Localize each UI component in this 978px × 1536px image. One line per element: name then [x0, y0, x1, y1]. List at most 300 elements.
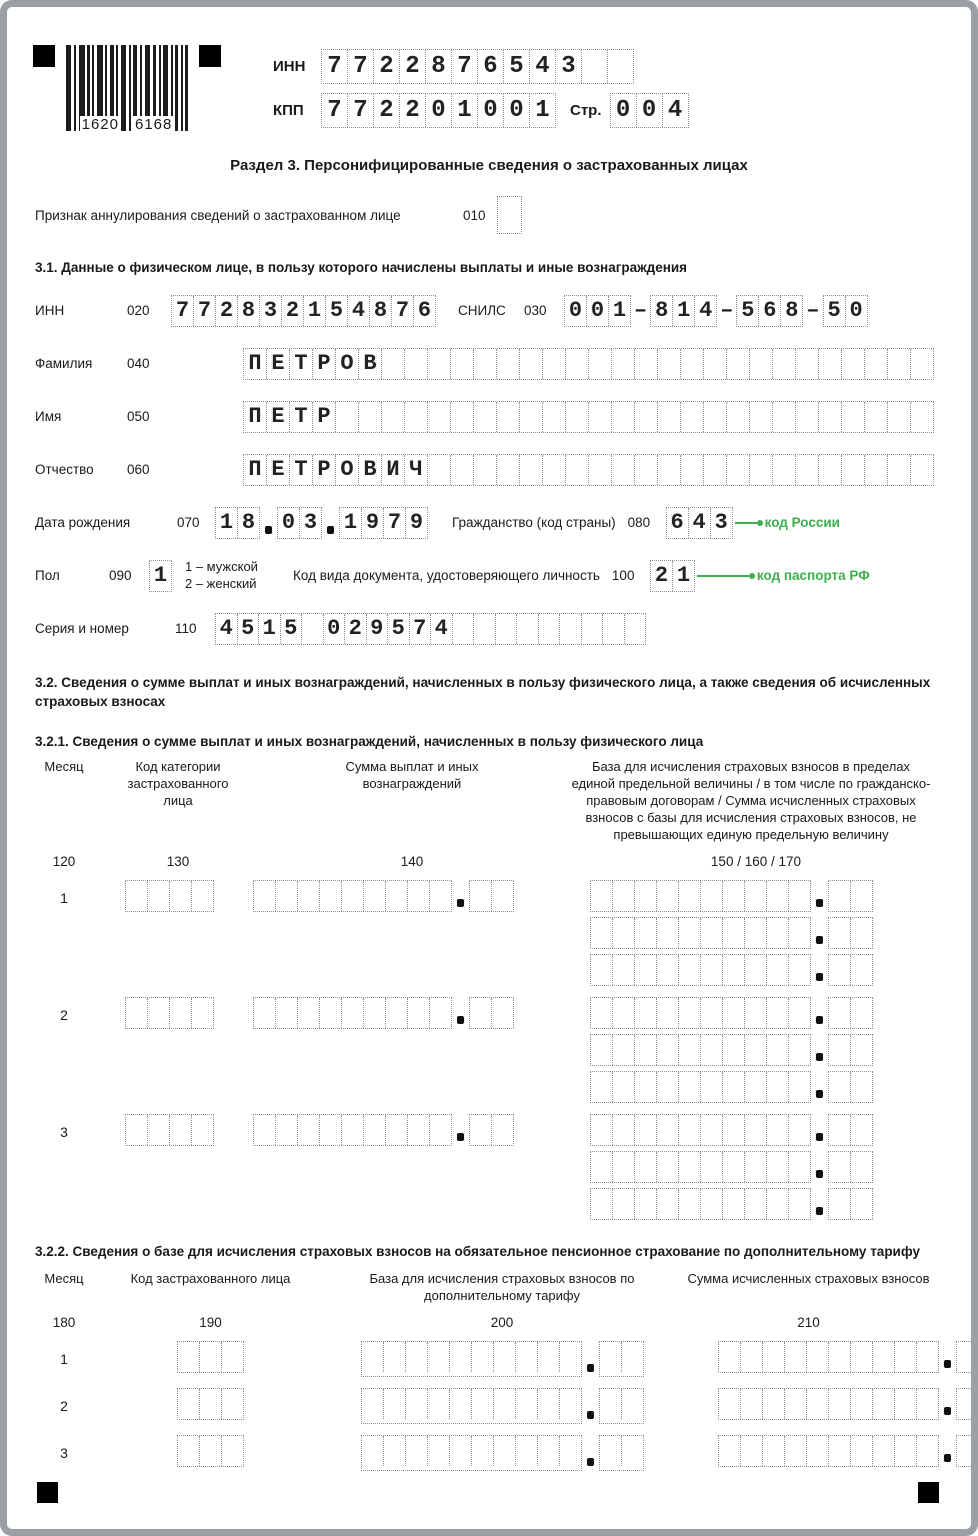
form-cell	[453, 614, 475, 644]
birth-month-cellbox	[277, 507, 322, 539]
form-cell	[612, 402, 635, 432]
form-cell	[723, 1115, 745, 1145]
form-cell	[539, 614, 561, 644]
birthdate-code: 070	[177, 515, 200, 531]
form-cell: 8	[370, 296, 392, 326]
payment-sum-box-rubles	[253, 997, 452, 1029]
decimal-separator	[457, 899, 464, 907]
form-cell	[745, 998, 767, 1028]
firstname-code: 050	[127, 409, 150, 425]
form-cell	[873, 1436, 895, 1466]
snils-g2-cellbox	[650, 295, 717, 327]
form-cell	[591, 955, 613, 985]
decimal-separator	[816, 973, 823, 981]
form-cell: 9	[367, 614, 389, 644]
page-number-cellbox	[610, 93, 689, 128]
form-cell	[745, 1072, 767, 1102]
form-cell	[679, 955, 701, 985]
addtariff-base-box-rubles	[361, 1388, 582, 1424]
form-cell	[789, 955, 810, 985]
decimal-separator	[457, 1016, 464, 1024]
inn-snils-row	[35, 291, 971, 331]
addtariff-sum-box	[718, 1341, 978, 1373]
addtariff-month-row-3	[25, 1435, 931, 1471]
form-cell: Р	[313, 349, 336, 379]
form-cell: 4	[530, 50, 556, 83]
decimal-separator	[944, 1454, 951, 1462]
form-cell	[657, 998, 679, 1028]
inn020-cellbox	[171, 295, 436, 327]
form-cell	[635, 402, 658, 432]
form-cell	[681, 455, 704, 485]
form-cell	[560, 1436, 581, 1466]
addtariff-month-row-1	[25, 1341, 931, 1377]
kpp-row	[273, 93, 689, 128]
form-cell	[148, 881, 170, 911]
form-cell	[408, 1115, 430, 1145]
s321-col-month: Месяц	[44, 759, 84, 775]
form-cell	[767, 1189, 789, 1219]
form-cell	[723, 955, 745, 985]
form-cell	[635, 1115, 657, 1145]
form-cell	[657, 918, 679, 948]
form-cell	[451, 455, 474, 485]
form-cell	[178, 1389, 200, 1419]
gender-legend	[185, 559, 293, 592]
base-sum-box	[590, 1034, 873, 1066]
gender-label: Пол	[35, 568, 60, 584]
month-number: 3	[60, 1123, 68, 1140]
form-cell	[658, 455, 681, 485]
payment-sum-cell	[253, 997, 571, 1103]
form-cell	[679, 1072, 701, 1102]
base-sum-box-rubles	[590, 1151, 811, 1183]
form-cell	[701, 1152, 723, 1182]
form-cell	[591, 1035, 613, 1065]
form-cell	[178, 1436, 200, 1466]
base-sum-box-kopeks	[828, 997, 873, 1029]
base-sum-box	[590, 1188, 873, 1220]
base-sum-box	[590, 1151, 873, 1183]
gender-doc-row	[35, 556, 971, 596]
series-label: Серия и номер	[35, 621, 129, 637]
form-cell	[789, 881, 810, 911]
form-cell	[842, 402, 865, 432]
form-cell	[789, 1035, 810, 1065]
form-cell	[520, 402, 543, 432]
payment-sum-box	[253, 1114, 514, 1146]
form-cell: Е	[267, 402, 290, 432]
form-cell	[450, 1389, 472, 1419]
form-cell	[679, 1115, 701, 1145]
form-cell	[679, 881, 701, 911]
form-cell	[789, 1115, 810, 1145]
form-cell	[657, 1035, 679, 1065]
form-cell	[494, 1342, 516, 1372]
form-cell	[635, 349, 658, 379]
form-cell	[701, 955, 723, 985]
patronymic-cellbox	[243, 454, 934, 486]
base-sum-box-rubles	[590, 997, 811, 1029]
base-sum-box-rubles	[590, 954, 811, 986]
form-cell	[126, 1115, 148, 1145]
form-cell: 1	[612, 298, 627, 324]
form-cell	[741, 1389, 763, 1419]
form-cell	[873, 1342, 895, 1372]
form-cell	[789, 1152, 810, 1182]
form-cell	[851, 998, 872, 1028]
form-cell	[600, 1342, 622, 1372]
form-cell: Е	[267, 349, 290, 379]
form-cell	[657, 1152, 679, 1182]
form-cell: 3	[556, 50, 582, 83]
form-cell	[957, 1342, 978, 1372]
form-cell	[851, 1342, 873, 1372]
form-cell	[543, 455, 566, 485]
form-cell: 7	[194, 296, 216, 326]
form-cell	[450, 1342, 472, 1372]
kpp-cellbox	[321, 93, 556, 128]
form-cell	[767, 1115, 789, 1145]
form-cell	[613, 955, 635, 985]
form-cell: 1	[535, 97, 550, 124]
form-cell	[745, 918, 767, 948]
form-cell	[582, 50, 608, 83]
form-cell	[911, 349, 933, 379]
snils-g4-cellbox	[823, 295, 868, 327]
base-sum-box-rubles	[590, 1034, 811, 1066]
form-cell	[635, 1189, 657, 1219]
form-cell: 0	[849, 298, 863, 324]
form-cell	[851, 1189, 872, 1219]
form-cell: 0	[324, 614, 346, 644]
month-number: 2	[60, 1398, 68, 1415]
form-cell	[679, 1152, 701, 1182]
decimal-separator	[587, 1364, 594, 1372]
form-cell	[767, 998, 789, 1028]
form-cell	[613, 1035, 635, 1065]
snils-dash: –	[806, 298, 820, 324]
form-cell	[613, 1115, 635, 1145]
form-cell	[829, 881, 851, 911]
form-cell	[170, 1115, 192, 1145]
base-sum-box-kopeks	[828, 917, 873, 949]
form-cell	[520, 455, 543, 485]
form-cell	[829, 1389, 851, 1419]
form-cell	[773, 455, 796, 485]
gender-cellbox	[149, 560, 172, 592]
barcode-digits	[80, 116, 175, 133]
kpp-label: КПП	[273, 102, 304, 119]
category-code-box	[125, 880, 214, 912]
s321-code-140: 140	[400, 853, 424, 869]
base-sum-box-kopeks	[828, 954, 873, 986]
form-cell: 7	[392, 296, 414, 326]
snils-dash: –	[720, 298, 734, 324]
form-cell: 0	[426, 94, 452, 127]
base-sum-box-rubles	[590, 1188, 811, 1220]
decimal-separator	[816, 1170, 823, 1178]
form-cell	[538, 1389, 560, 1419]
addtariff-base-box-kopeks	[599, 1388, 644, 1424]
payment-sum-box-rubles	[253, 880, 452, 912]
form-cell: 4	[216, 614, 238, 644]
form-cell	[591, 881, 613, 911]
form-cell	[613, 881, 635, 911]
form-cell: 7	[348, 94, 374, 127]
form-cell: 0	[478, 94, 504, 127]
form-cell	[895, 1436, 917, 1466]
snils-g1-cellbox	[564, 295, 631, 327]
snils-label: СНИЛС	[458, 303, 506, 319]
form-cell: 7	[410, 614, 432, 644]
form-cell: П	[244, 349, 267, 379]
addtariff-base-box	[361, 1388, 644, 1424]
form-cell: 5	[281, 614, 303, 644]
form-cell: 2	[651, 561, 673, 591]
form-cell	[807, 1389, 829, 1419]
s322-code-190: 190	[199, 1315, 222, 1331]
form-cell	[342, 1115, 364, 1145]
addtariff-sum-cell	[718, 1341, 978, 1377]
form-cell	[200, 1342, 222, 1372]
form-cell	[320, 1115, 342, 1145]
decimal-separator	[816, 1053, 823, 1061]
payment-sum-box	[253, 997, 514, 1029]
form-cell	[851, 1389, 873, 1419]
s322-rows	[25, 1341, 931, 1471]
form-cell	[222, 1342, 243, 1372]
form-cell	[851, 1436, 873, 1466]
form-cell: 5	[388, 614, 410, 644]
form-cell	[222, 1389, 243, 1419]
form-cell	[470, 998, 492, 1028]
form-cell	[384, 1389, 406, 1419]
form-cell: 1	[304, 296, 326, 326]
gender-legend-female: 2 – женский	[185, 575, 257, 591]
form-cell	[359, 402, 382, 432]
form-cell	[773, 402, 796, 432]
insured-code-box	[177, 1388, 244, 1420]
form-cell	[543, 349, 566, 379]
form-cell	[679, 998, 701, 1028]
form-cell	[608, 50, 633, 83]
form-cell: 3	[260, 296, 282, 326]
form-cell	[658, 402, 681, 432]
form-cell	[382, 402, 405, 432]
form-cell	[750, 455, 773, 485]
form-cell	[560, 1389, 581, 1419]
addtariff-sum-box-kopeks	[956, 1435, 978, 1467]
s322-col-sum: Сумма исчисленных страховых взносов	[687, 1271, 930, 1287]
form-cell	[829, 1115, 851, 1145]
form-cell	[406, 1342, 428, 1372]
s322-code-210: 210	[797, 1315, 820, 1331]
form-cell	[200, 1436, 222, 1466]
snils-g3-cellbox	[736, 295, 803, 327]
form-cell: 2	[400, 50, 426, 83]
form-cell	[829, 998, 851, 1028]
s322-col-month: Месяц	[44, 1271, 84, 1287]
gender-code: 090	[109, 568, 132, 584]
decimal-separator	[587, 1411, 594, 1419]
citizenship-label: Гражданство (код страны)	[452, 515, 616, 531]
green-dot-icon	[749, 573, 755, 579]
s321-col-category: Код категории застрахованного лица	[127, 759, 229, 809]
form-cell	[723, 1152, 745, 1182]
form-cell: 1	[673, 296, 695, 326]
birth-day-cellbox	[215, 507, 260, 539]
form-cell: 5	[504, 50, 530, 83]
form-cell: 5	[737, 296, 759, 326]
form-cell: 1	[340, 508, 362, 538]
category-code-cell	[125, 1114, 253, 1220]
form-cell	[745, 1189, 767, 1219]
form-cell: 3	[303, 510, 318, 536]
form-cell: 5	[238, 614, 260, 644]
doc-label: Код вида документа, удостоверяющего личность	[293, 568, 600, 584]
inn-cellbox	[321, 49, 634, 84]
form-cell	[622, 1436, 643, 1466]
form-cell	[538, 1436, 560, 1466]
category-code-cell	[125, 997, 253, 1103]
form-cell	[657, 1189, 679, 1219]
form-cell	[635, 1152, 657, 1182]
form-cell	[276, 1115, 298, 1145]
form-cell	[384, 1436, 406, 1466]
base-sums-stack	[590, 880, 873, 986]
decimal-separator	[816, 899, 823, 907]
payment-sum-box	[253, 880, 514, 912]
form-cell	[701, 918, 723, 948]
form-cell	[170, 998, 192, 1028]
base-sum-box	[590, 1071, 873, 1103]
form-cell	[516, 1436, 538, 1466]
form-cell	[917, 1436, 938, 1466]
form-cell	[474, 614, 496, 644]
form-cell	[727, 402, 750, 432]
form-cell	[829, 1035, 851, 1065]
addtariff-month-row-2	[25, 1388, 931, 1424]
form-cell	[566, 455, 589, 485]
form-cell: Т	[290, 349, 313, 379]
form-cell	[298, 881, 320, 911]
form-cell	[829, 955, 851, 985]
form-cell	[560, 1342, 581, 1372]
form-cell	[741, 1342, 763, 1372]
lastname-row	[35, 344, 971, 384]
form-cell	[917, 1389, 938, 1419]
form-cell: 7	[452, 50, 478, 83]
s321-codes-150-160-170: 150 / 160 / 170	[710, 853, 801, 869]
form-cell: 4	[431, 614, 453, 644]
form-cell	[723, 881, 745, 911]
form-cell	[386, 1115, 408, 1145]
form-cell	[911, 402, 933, 432]
form-cell: 8	[651, 296, 673, 326]
form-cell: О	[336, 349, 359, 379]
form-cell	[719, 1342, 741, 1372]
form-cell	[276, 881, 298, 911]
form-cell	[727, 455, 750, 485]
addtariff-sum-cell	[718, 1435, 978, 1471]
addtariff-sum-box-kopeks	[956, 1341, 978, 1373]
form-cell	[430, 998, 451, 1028]
form-cell	[865, 402, 888, 432]
form-cell	[701, 881, 723, 911]
patronymic-code: 060	[127, 462, 150, 478]
addtariff-sum-box	[718, 1388, 978, 1420]
form-cell	[451, 402, 474, 432]
base-sum-box-rubles	[590, 1071, 811, 1103]
form-cell	[957, 1389, 978, 1419]
form-cell	[430, 1115, 451, 1145]
form-cell	[613, 1152, 635, 1182]
form-cell: 6	[667, 508, 689, 538]
base-sum-box-rubles	[590, 1114, 811, 1146]
addtariff-base-box	[361, 1341, 644, 1377]
form-cell	[701, 998, 723, 1028]
form-cell	[408, 998, 430, 1028]
category-code-cell	[125, 880, 253, 986]
base-sum-box-kopeks	[828, 1188, 873, 1220]
decimal-separator	[816, 1090, 823, 1098]
form-cell	[851, 1072, 872, 1102]
form-cell: 1	[216, 508, 238, 538]
form-cell	[382, 349, 405, 379]
form-cell: Е	[267, 455, 290, 485]
form-cell	[807, 1436, 829, 1466]
form-cell	[613, 1072, 635, 1102]
form-cell: 1	[153, 563, 168, 589]
form-cell: 7	[322, 94, 348, 127]
base-sum-box-kopeks	[828, 1114, 873, 1146]
form-cell	[796, 455, 819, 485]
anchor-square-top-right	[199, 45, 221, 67]
base-sum-box	[590, 880, 873, 912]
form-cell	[807, 1342, 829, 1372]
form-cell	[428, 402, 451, 432]
form-cell	[192, 998, 213, 1028]
anchor-square-bottom-left	[37, 1482, 58, 1503]
payment-sum-box-kopeks	[469, 1114, 514, 1146]
form-cell: 0	[565, 296, 587, 326]
form-cell	[785, 1342, 807, 1372]
s321-code-120: 120	[52, 853, 76, 869]
form-cell	[704, 402, 727, 432]
form-cell	[320, 881, 342, 911]
form-cell: 2	[374, 94, 400, 127]
form-cell: 2	[345, 614, 367, 644]
form-cell	[785, 1389, 807, 1419]
form-cell	[657, 955, 679, 985]
form-cell	[591, 1152, 613, 1182]
series-code: 110	[175, 621, 197, 637]
form-cell	[625, 614, 646, 644]
form-cell	[745, 881, 767, 911]
form-cell	[679, 1189, 701, 1219]
form-cell: П	[244, 402, 267, 432]
form-cell: 1	[676, 563, 691, 589]
form-cell	[829, 1072, 851, 1102]
form-cell	[681, 402, 704, 432]
base-sum-box	[590, 1114, 873, 1146]
page-label: Стр.	[570, 102, 602, 119]
form-cell	[622, 1342, 643, 1372]
form-cell	[767, 918, 789, 948]
green-line	[697, 575, 749, 577]
form-cell	[192, 881, 213, 911]
